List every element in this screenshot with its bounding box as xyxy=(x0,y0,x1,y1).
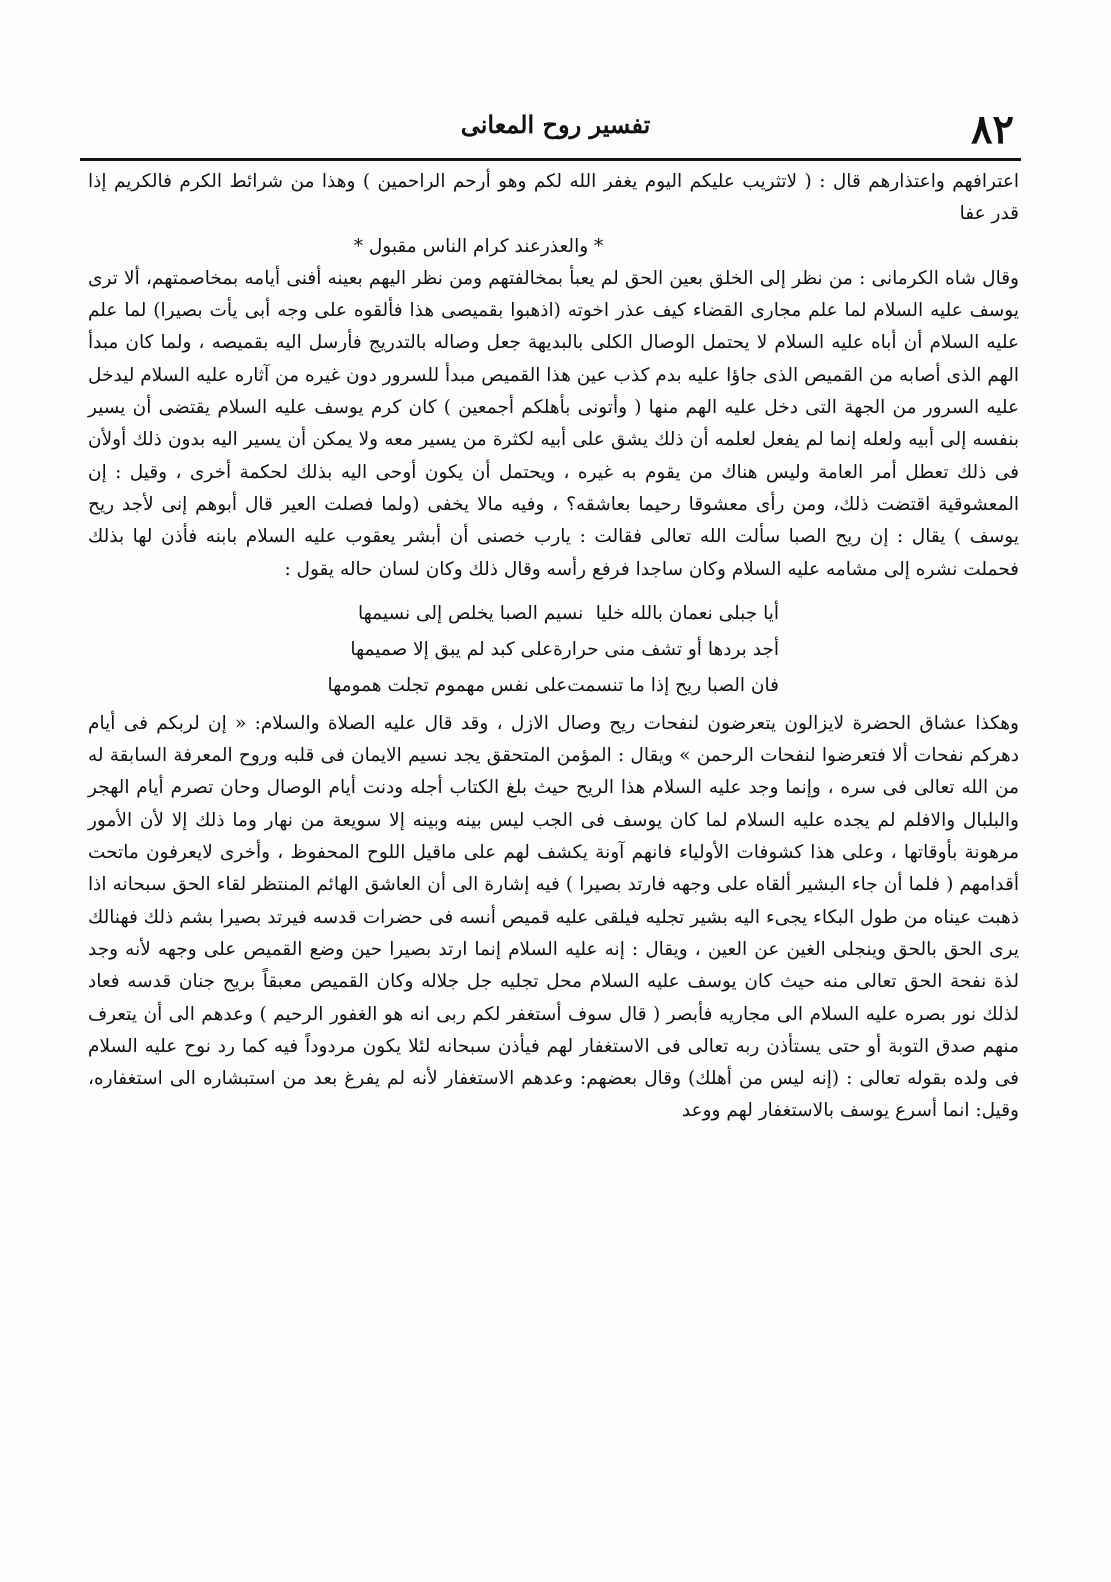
header-rule xyxy=(80,158,1021,161)
poem xyxy=(88,596,1019,704)
poem-line xyxy=(358,596,779,632)
poem-first-hemistich: أجد بردها أو تشف منى حرارة xyxy=(553,638,779,660)
poem-line xyxy=(350,632,779,668)
running-title: تفسير روح المعانى xyxy=(460,110,651,139)
poem-second-hemistich: نسيم الصبا يخلص إلى نسيمها xyxy=(358,602,584,624)
page-number: ٨٢ xyxy=(971,106,1014,153)
poem-second-hemistich: على نفس مهموم تجلت همومها xyxy=(327,674,568,696)
poem-first-hemistich: أيا جبلى نعمان بالله خليا xyxy=(595,602,779,624)
poem-line xyxy=(327,668,779,704)
poem-first-hemistich: فان الصبا ريح إذا ما تنسمت xyxy=(567,674,779,696)
inline-poem-line: * والعذرعند كرام الناس مقبول * xyxy=(353,235,604,257)
paragraph-1-text: اعترافهم واعتذارهم قال : ( لاتثريب عليكم اليوم يغفر الله لكم وهو أرحم الراحمين ) وهذا من شرائط الكرم فالكريم إذا قدر عفا xyxy=(88,171,1019,225)
paragraph-3: وهكذا عشاق الحضرة لايزالون يتعرضون لنفحات ريح وصال الازل ، وقد قال عليه الصلاة والسلام: « إن لربكم فى أيام دهركم نفحات ألا فتعرضوا لنفحات الرحمن » ويقال : المؤمن المتحقق يجد نسيم الايمان فى قلبه وروح المعرفة السابقة له من الله تعالى فى سره ، وإنما وجد عليه السلام هذا الريح حيث بلغ الكتاب أجله ودنت أيام الوصال وحان تصرم أيام الهجر والبلبال والافلم لم يجده عليه السلام لما كان يوسف فى الجب ليس بينه وبينه إلا سويعة من نهار وما ذلك إلا لأن الأمور مرهونة بأوقاتها ، وعلى هذا كشوفات الأولياء فانهم آونة يكشف لهم على ماقيل اللوح المحفوظ ، وأخرى لايعرفون ماتحت أقدامهم ( فلما أن جاء البشير ألقاه على وجهه فارتد بصيرا ) فيه إشارة الى أن العاشق الهائم المنتظر لقاء الحق سبحانه اذا ذهبت عيناه من طول البكاء يجىء اليه بشير تجليه فيلقى عليه قميص أنسه فى حضرات قدسه فيرتد بصيرا بشم ذلك فهنالك يرى الحق بالحق وينجلى الغين عن العين ، ويقال : إنه عليه السلام إنما ارتد بصيرا حين وضع القميص على وجهه لأنه وجد لذة نفحة الحق تعالى منه حيث كان يوسف عليه السلام محل تجليه جل جلاله وكان القميص معبقاً بريح جنان قدسه فعاد لذلك نور بصره عليه السلام الى مجاريه فأبصر ( قال سوف أستغفر لكم ربى انه هو الغفور الرحيم ) وعدهم الى أن يتعرف منهم صدق التوبة أو حتى يستأذن ربه تعالى فى الاستغفار لهم فيأذن سبحانه لئلا يكون مردوداً فيه كما رد نوح عليه السلام فى ولده بقوله تعالى : (إنه ليس من أهلك) وقال بعضهم: وعدهم الاستغفار لأنه لم يفرغ بعد من استبشاره الى استغفاره، وقيل: انما أسرع يوسف بالاستغفار لهم ووعد xyxy=(88,712,1019,1122)
paragraph-2: وقال شاه الكرمانى : من نظر إلى الخلق بعين الحق لم يعبأ بمخالفتهم ومن نظر اليهم بعينه أفنى أيامه بمخاصمتهم، ألا ترى يوسف عليه السلام لما علم مجارى القضاء كيف عذر اخوته (اذهبوا بقميصى هذا فألقوه على وجه أبى يأت بصيرا) لما علم عليه السلام أن أباه عليه السلام لا يحتمل الوصال الكلى بالبديهة جعل وصاله بالتدريج فأرسل اليه بقميصه ، ولما كان مبدأ الهم الذى أصابه من القميص الذى جاؤا عليه بدم كذب عين هذا القميص مبدأ للسرور دون غيره من آثاره عليه السلام ليدخل عليه السرور من الجهة التى دخل عليه الهم منها ( وأتونى بأهلكم أجمعين ) كان كرم يوسف عليه السلام يقتضى أن يسير بنفسه إلى أبيه ولعله إنما لم يفعل لعلمه أن ذلك يشق على أبيه لكثرة من يسير معه ولا يمكن أن يسير اليه بدون ذلك أولأن فى ذلك تعطل أمر العامة وليس هناك من يقوم به غيره ، ويحتمل أن يكون أوحى اليه بذلك لحكمة أخرى ، وقيل : إن المعشوقية اقتضت ذلك، ومن رأى معشوقا رحيما بعاشقه؟ ، وفيه مالا يخفى (ولما فصلت العير قال أبوهم إنى لأجد ريح يوسف ) يقال : إن ريح الصبا سألت الله تعالى فقالت : يارب خصنى أن أبشر يعقوب عليه السلام بابنه فأذن لها بذلك فحملت نشره إلى مشامه عليه السلام وكان ساجدا فرفع رأسه وقال ذلك وكان لسان حاله يقول : xyxy=(88,267,1019,580)
paragraph-1 xyxy=(88,166,1019,263)
poem-second-hemistich: على كبد لم يبق إلا صميمها xyxy=(350,638,554,660)
page-header xyxy=(85,102,1026,158)
main-text xyxy=(88,166,1019,1128)
